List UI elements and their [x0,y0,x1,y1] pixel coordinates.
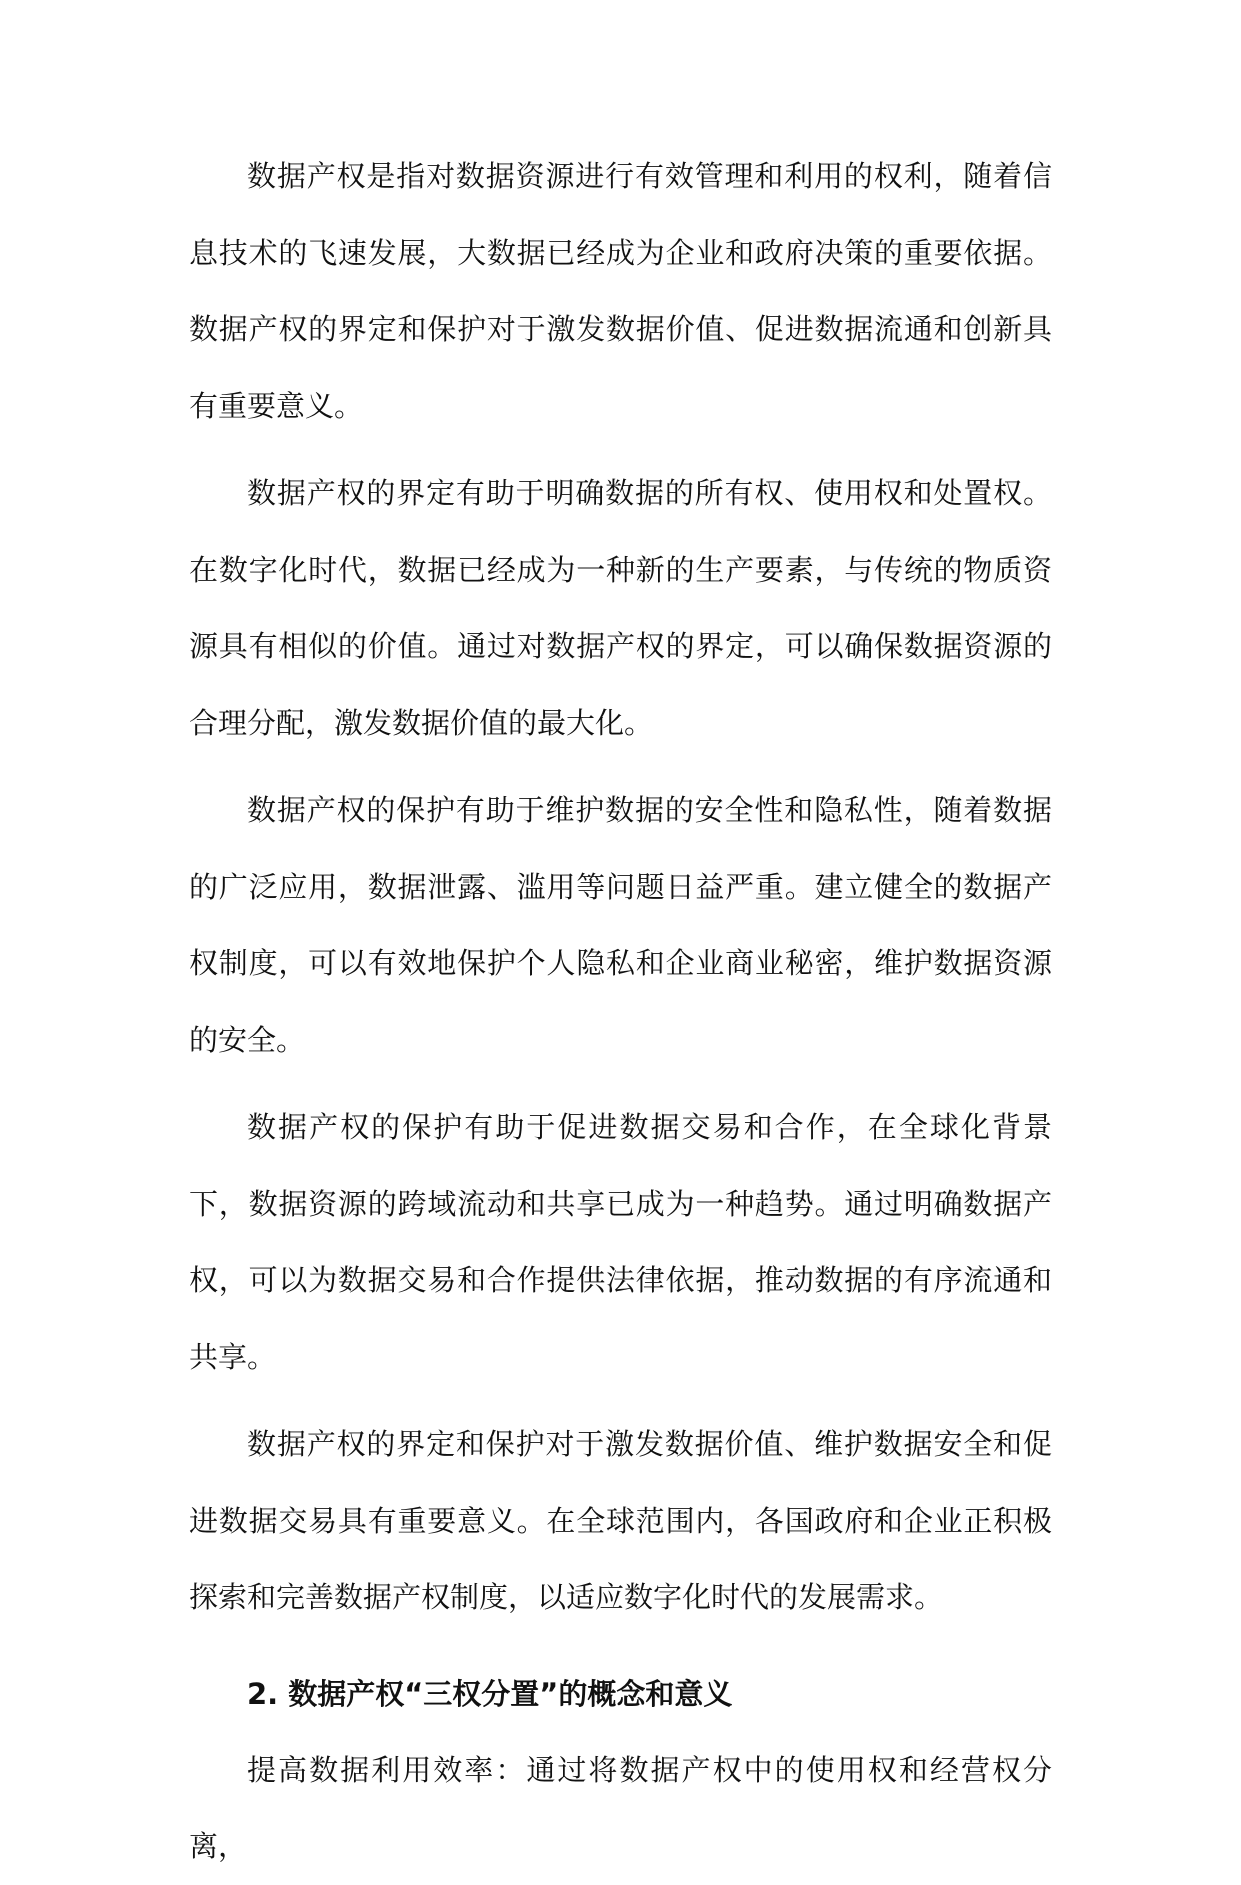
section-number: 2. [247,1676,279,1711]
paragraph-3: 数据产权的保护有助于维护数据的安全性和隐私性，随着数据的广泛应用，数据泄露、滥用等问题日益严重。建立健全的数据产权制度，可以有效地保护个人隐私和企业商业秘密，维护数据资源的安全。 [189,793,1052,1057]
section-paragraph-1: 提高数据利用效率：通过将数据产权中的使用权和经营权分离， [189,1752,1052,1863]
paragraph-4: 数据产权的保护有助于促进数据交易和合作，在全球化背景下，数据资源的跨域流动和共享已成为一种趋势。通过明确数据产权，可以为数据交易和合作提供法律依据，推动数据的有序流通和共享。 [189,1110,1052,1374]
section-heading [189,1656,1052,1732]
paragraph-2: 数据产权的界定有助于明确数据的所有权、使用权和处置权。在数字化时代，数据已经成为一种新的生产要素，与传统的物质资源具有相似的价值。通过对数据产权的界定，可以确保数据资源的合理分配，激发数据价值的最大化。 [189,476,1052,740]
section-title: 数据产权“三权分置”的概念和意义 [288,1676,733,1711]
document-body [189,138,1052,1885]
paragraph-1: 数据产权是指对数据资源进行有效管理和利用的权利，随着信息技术的飞速发展，大数据已经成为企业和政府决策的重要依据。数据产权的界定和保护对于激发数据价值、促进数据流通和创新具有重要意义。 [189,159,1052,423]
paragraph-5: 数据产权的界定和保护对于激发数据价值、维护数据安全和促进数据交易具有重要意义。在全球范围内，各国政府和企业正积极探索和完善数据产权制度，以适应数字化时代的发展需求。 [189,1427,1052,1614]
